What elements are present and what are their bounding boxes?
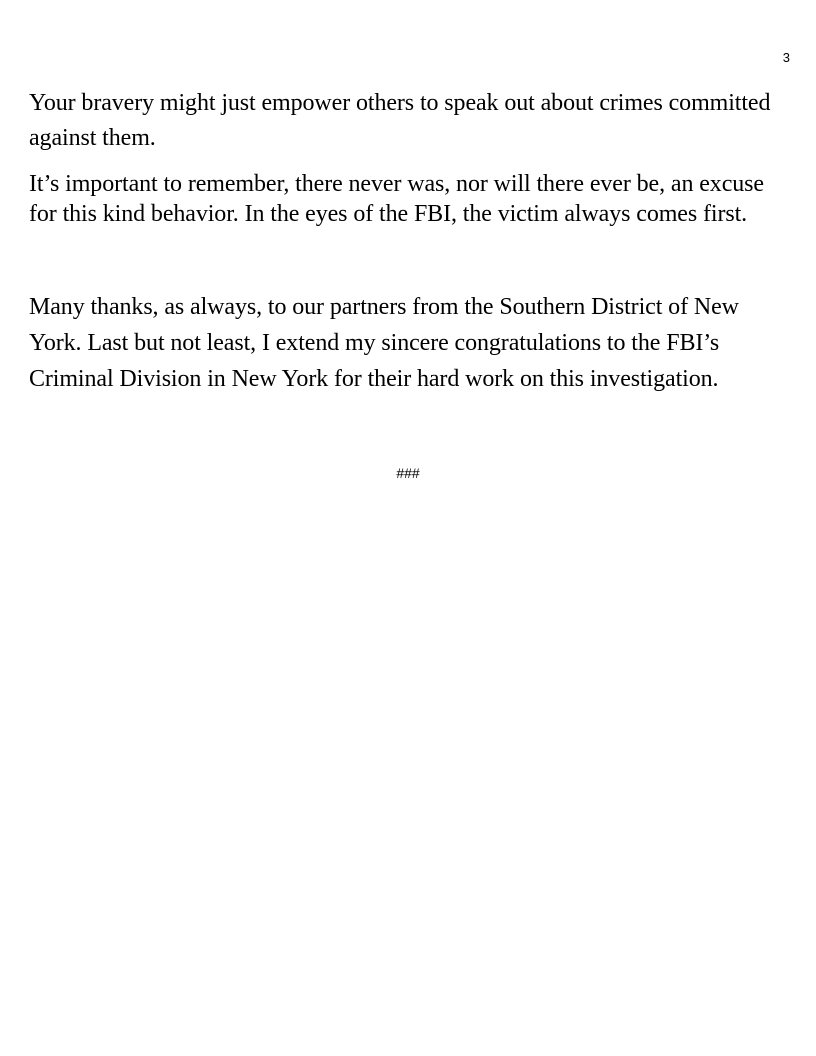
- paragraph-bravery: Your bravery might just empower others to speak out about crimes committed against them.: [29, 90, 771, 151]
- page-number: 3: [782, 50, 790, 65]
- paragraph-thanks: Many thanks, as always, to our partners from the Southern District of New York. Last but not least, I extend my sincere congratulations to the FBI’s Criminal Division in New York for their hard work on this investigation.: [29, 294, 739, 392]
- end-of-document-mark: ###: [396, 465, 420, 481]
- paragraph-no-excuse: It’s important to remember, there never was, nor will there ever be, an excuse for this kind behavior. In the eyes of the FBI, the victim always comes first.: [29, 171, 764, 227]
